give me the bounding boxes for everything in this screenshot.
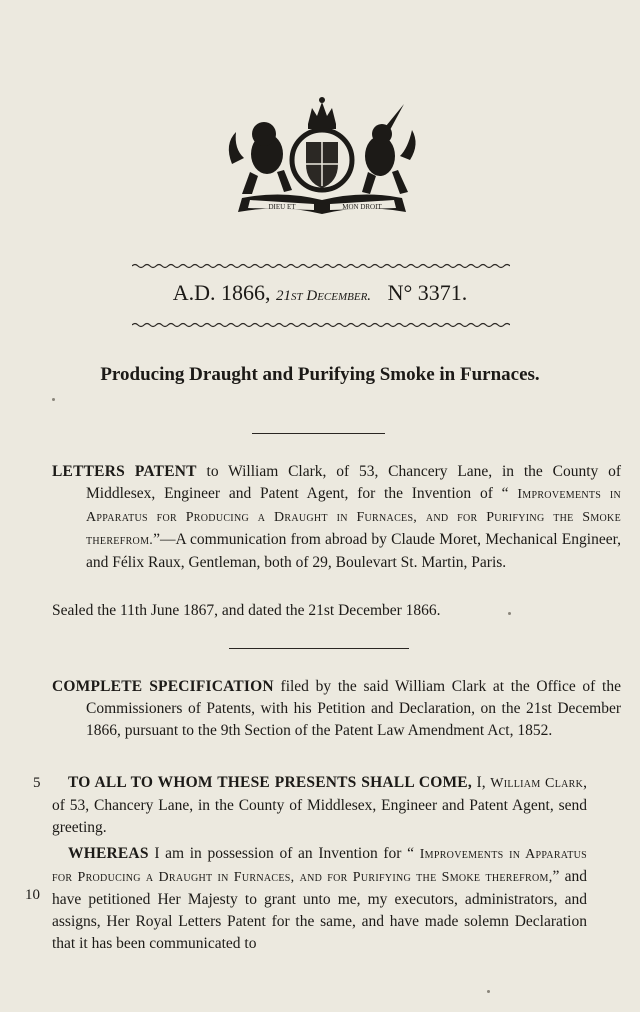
patent-title: Producing Draught and Purifying Smoke in Furnaces. [100, 364, 540, 385]
paper-speck [508, 612, 511, 615]
complete-specification-paragraph: COMPLETE SPECIFICATION filed by the said William Clark at the Office of the Commissioners of Patents, with his Petition and Declaration, on the 21st December 1866, pursuant to the 9th Section of the Patent Law Amendment Act, 1852. [52, 678, 621, 739]
section-divider [229, 648, 409, 649]
line-number-5: 5 [33, 775, 41, 791]
paper-speck [52, 398, 55, 401]
to-all-paragraph: TO ALL TO WHOM THESE PRESENTS SHALL COME, I, William Clark, of 53, Chancery Lane, in the County of Middlesex, Engineer and Patent Agent, send greeting. [52, 774, 587, 836]
invention-title: Improvements in Apparatus for Producing a Draught in Furnaces, and for Purifying the Smoke therefrom. [86, 487, 622, 548]
royal-coat-of-arms [222, 94, 422, 224]
svg-text:MON DROIT: MON DROIT [342, 203, 382, 211]
whereas-lead: WHEREAS [68, 845, 149, 862]
to-all-lead: TO ALL TO WHOM THESE PRESENTS SHALL COME, [68, 774, 472, 791]
complete-specification-lead: COMPLETE SPECIFICATION [52, 678, 274, 695]
patent-year: A.D. 1866, [172, 280, 271, 305]
sealed-line: Sealed the 11th June 1867, and dated the 21st December 1866. [52, 602, 441, 619]
bottom-ornamental-rule [132, 322, 510, 326]
letters-patent-lead: LETTERS PATENT [52, 463, 197, 480]
title-divider [252, 433, 385, 434]
line-number-10: 10 [25, 887, 40, 903]
svg-text:DIEU ET: DIEU ET [268, 203, 296, 211]
paper-speck [487, 990, 490, 993]
whereas-invention-title: Improvements in Apparatus for Producing a Draught in Furnaces, and for Purifying the Smoke therefrom, [52, 847, 587, 885]
coat-of-arms-graphic [222, 94, 422, 224]
patent-date: 21st December. [276, 288, 372, 304]
patentee-name: William Clark [490, 776, 584, 791]
whereas-paragraph: WHEREAS I am in possession of an Invention for “ Improvements in Apparatus for Producing a Draught in Furnaces, and for Purifying the Smoke therefrom,” and have petitioned Her Majesty to grant unto me, my executors, administrators, and assigns, Her Royal Letters Patent for the same, and have made solemn Declaration that it has been communicated to [52, 845, 587, 952]
top-ornamental-rule [132, 263, 510, 267]
letters-patent-paragraph: LETTERS PATENT to William Clark, of 53, Chancery Lane, in the County of Middlesex, Engineer and Patent Agent, for the Invention of “ Improvements in Apparatus for Producing a Draught in Furnaces, and for Purifying the Smoke therefrom.”—A communication from abroad by Claude Moret, Mechanical Engineer, and Félix Raux, Gentleman, both of 29, Boulevart St. Martin, Paris. [52, 463, 622, 571]
patent-header [0, 280, 640, 306]
patent-number: N° 3371. [387, 280, 468, 305]
